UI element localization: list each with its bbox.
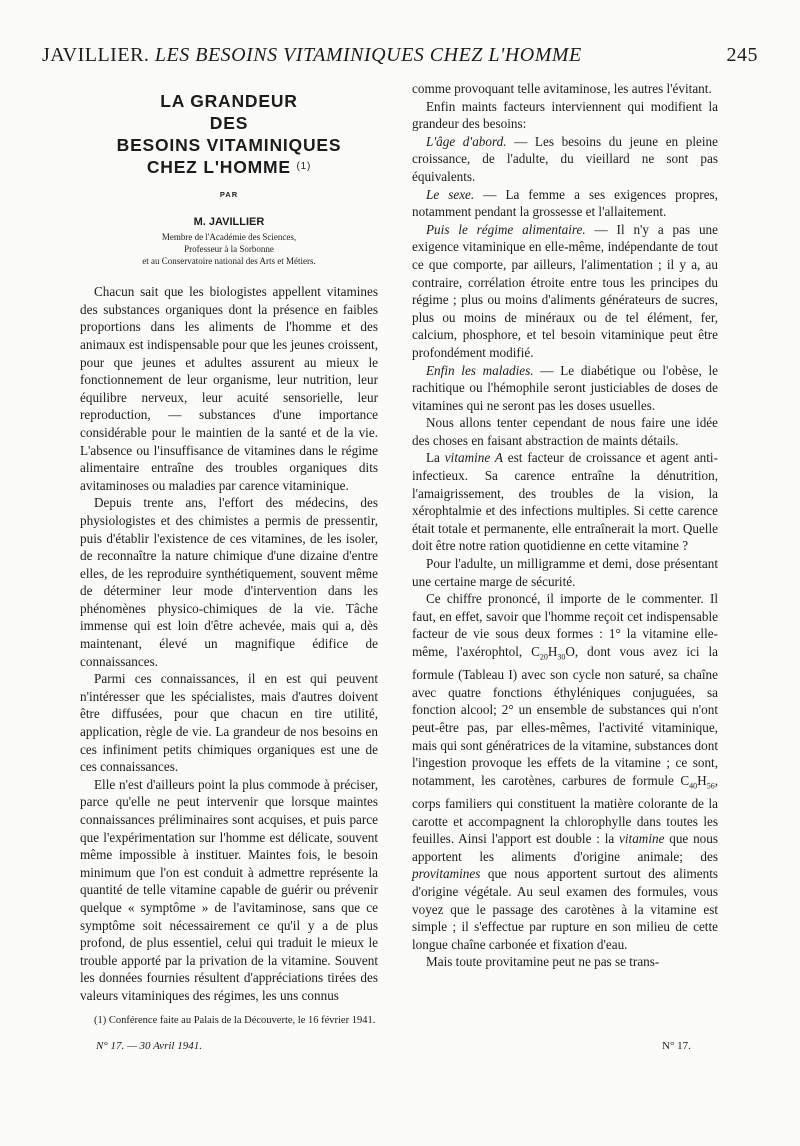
paragraph-text: — Il n'y a pas une exigence vitaminique en elle-même, indépendante de tout ce que comporte, par ailleurs, l'alimentation ; il y a, au contraire, corrélation étroite entre tous les principes du régime ; plus ou moins d'aliments générateurs de sucres, plus ou moins de minéraux ou de tel élément, fer, calcium, phosphore, et tel besoin vitaminique peut être profondément modifié. xyxy=(412,221,718,360)
body-paragraph: Depuis trente ans, l'effort des médecins, des physiologistes et des chimistes a permis de pressentir, puis d'établir l'existence de ces vitamines, de les isoler, de reconnaître la nature chimique d'une dizaine d'entre elles, de les reproduire synthétiquement, souvent même de déterminer leur mode d'intervention dans les phénomènes physico-chimiques de la vie. Tâche immense qui est loin d'être achevée, mais qui a, dès maintenant, élevé un magnifique édifice de connaissances. xyxy=(80,495,378,669)
subscript: 56 xyxy=(706,781,715,791)
footnote-text: (1) Conférence faite au Palais de la Découverte, le 16 février 1941. xyxy=(94,1015,376,1026)
header-author: JAVILLIER. xyxy=(42,44,150,66)
emphasis: Puis le régime alimentaire. xyxy=(426,221,586,237)
paragraph-text: — La femme a ses exigences propres, notamment pendant la grossesse et l'allaitement. xyxy=(412,186,718,220)
paragraph-text: Ce chiffre prononcé, il importe de le commenter. Il faut, en effet, savoir que l'homme reçoit cet indispensable facteur de vie sous deux formes : 1° la vitamine elle-même, l'axérophtol, C xyxy=(412,591,718,659)
paragraph-text: La xyxy=(426,450,445,466)
left-column xyxy=(80,80,378,1005)
body-paragraph: Nous allons tenter cependant de nous faire une idée des choses en faisant abstraction de maints détails. xyxy=(412,415,718,448)
body-paragraph xyxy=(412,221,718,362)
emphasis: provitamines xyxy=(412,866,481,882)
emphasis: Enfin les maladies. xyxy=(426,362,534,378)
body-paragraph: comme provoquant telle avitaminose, les autres l'évitant. xyxy=(412,81,712,96)
footnote xyxy=(80,1014,378,1027)
body-paragraph xyxy=(412,590,718,953)
paragraph-text: O, dont vous avez ici la formule (Tableau I) avec son cycle non saturé, sa chaîne avec quatre fonctions éthyléniques conjuguées, sa fonction alcool; 2° un ensemble de substances qui n'ont peut-être pas, par elles-mêmes, l'activité vitaminique, mais qui sont génératrices de la vitamine, substances dont l'ingestion provoque les effets de la vitamine ; ce sont, notamment, les carotènes, carbures de formule C xyxy=(412,644,719,788)
issue-footer-right: N° 17. xyxy=(662,1040,691,1052)
right-column xyxy=(412,80,718,971)
body-paragraph: Enfin maints facteurs interviennent qui modifient la grandeur des besoins: xyxy=(412,98,718,132)
emphasis: Le sexe. xyxy=(426,186,475,202)
paragraph-text: que nous apportent surtout des aliments d'origine végétale. Au seul examen des formules, vous voyez que le passage des carotènes à la vitamine est simple ; il s'effectue par rupture en son milieu de cette longue chaîne carbonée et fixation d'eau. xyxy=(412,866,718,952)
body-paragraph: Pour l'adulte, un milligramme et demi, dose présentant une certaine marge de sécurité. xyxy=(412,556,718,589)
body-paragraph xyxy=(412,449,718,555)
paragraph-text: — Le diabétique ou l'obèse, le rachitique ou l'hémophile seront justiciables de doses de vitamines qui ne seront pas les doses usuelles. xyxy=(412,362,718,413)
title-footnote-mark: (1) xyxy=(296,161,312,172)
subscript: 20 xyxy=(539,652,548,662)
title-line: LA GRANDEUR xyxy=(160,91,298,111)
title-line-text: CHEZ L'HOMME xyxy=(146,157,291,177)
affiliation-line: et au Conservatoire national des Arts et Métiers. xyxy=(142,256,316,267)
page-number: 245 xyxy=(726,44,758,66)
subscript: 40 xyxy=(689,781,698,791)
byline-par: PAR xyxy=(219,190,239,199)
running-header xyxy=(42,44,758,74)
body-paragraph xyxy=(412,186,718,221)
paragraph-text: — Les besoins du jeune en pleine croissance, de l'adulte, du vieillard ne sont pas équivalents. xyxy=(412,133,718,184)
body-paragraph: Elle n'est d'ailleurs point la plus commode à préciser, parce qu'elle ne peut intervenir que lorsque maintes connaissances préliminaires sont acquises, et puis parce que l'expérimentation sur l'homme est délicate, souvent même impossible à instituer. Maintes fois, le besoin minimum que l'on est conduit à admettre représente la quantité de telle vitamine capable de guérir ou prévenir quelque « symptôme » de l'avitaminose, sans que ce symptôme soit nécessairement ce qu'il y a de plus profond, de plus essentiel, celui qui traduit le mieux le trouble apporté par la privation de la vitamine. Souvent les données fournies résultent d'appréciations tirées des valeurs vitaminiques des régimes, les uns connus xyxy=(80,776,378,1003)
paragraph-text: H xyxy=(697,772,707,788)
emphasis: L'âge d'abord. xyxy=(426,133,507,149)
title-line xyxy=(80,156,378,178)
title-line: BESOINS VITAMINIQUES xyxy=(116,135,342,155)
affiliation-line: Professeur à la Sorbonne xyxy=(184,244,274,255)
body-paragraph: Parmi ces connaissances, il en est qui peuvent n'intéresser que les spécialistes, mais d'autres doivent être diffusées, pour que chacun en tire utilité, application, règle de vie. La grandeur de nos besoins en ces infiniment petits chimiques organiques est une de ces connaissances. xyxy=(80,671,378,775)
affiliation-line: Membre de l'Académie des Sciences, xyxy=(161,232,297,243)
subscript: 30 xyxy=(557,652,566,662)
article-title xyxy=(80,90,378,178)
body-paragraph xyxy=(412,362,718,415)
author-name: M. JAVILLIER xyxy=(193,215,265,228)
body-paragraph xyxy=(412,133,718,186)
emphasis: vitamine A xyxy=(444,450,503,466)
body-paragraph: Chacun sait que les biologistes appellent vitamines des substances organiques dont la présence en faibles proportions dans les aliments de l'homme et des animaux est indispensable pour que les jeunes croissent, pour que jeunes et adultes assurent au mieux le fonctionnement de leur organisme, leur nutrition, leur équilibre nerveux, leur acuité sensorielle, leur reproduction, — substances d'une importance considérable pour le maintien de la santé et de la vie. L'absence ou l'insuffisance de vitamines dans le régime alimentaire entraîne des troubles organiques dits avitaminoses ou maladies par carence vitaminique. xyxy=(80,284,378,493)
paragraph-text: est facteur de croissance et agent anti-infectieux. Sa carence entraîne la dénutrition, l'amaigrissement, des troubles de la vision, la xérophtalmie et des infections multiples. Si cette carence était totale et permanente, elle entraînerait la mort. Quelle doit être notre ration quotidienne en cette vitamine ? xyxy=(412,450,718,554)
paragraph-text: que nous apportent les aliments d'origine animale; des xyxy=(412,831,718,864)
title-line: DES xyxy=(209,113,249,133)
paragraph-text: , corps familiers qui constituent la matière colorante de la carotte et accompagnent la chlorophylle dans toutes les feuilles. Ainsi l'apport est double : la xyxy=(412,772,718,847)
body-paragraph: Mais toute provitamine peut ne pas se trans- xyxy=(426,954,660,970)
emphasis: vitamine xyxy=(619,831,665,847)
paragraph-text: H xyxy=(547,644,558,659)
issue-footer: N° 17. — 30 Avril 1941. xyxy=(96,1040,202,1052)
author-affiliation xyxy=(80,231,378,267)
header-running-title: LES BESOINS VITAMINIQUES CHEZ L'HOMME xyxy=(154,44,582,66)
